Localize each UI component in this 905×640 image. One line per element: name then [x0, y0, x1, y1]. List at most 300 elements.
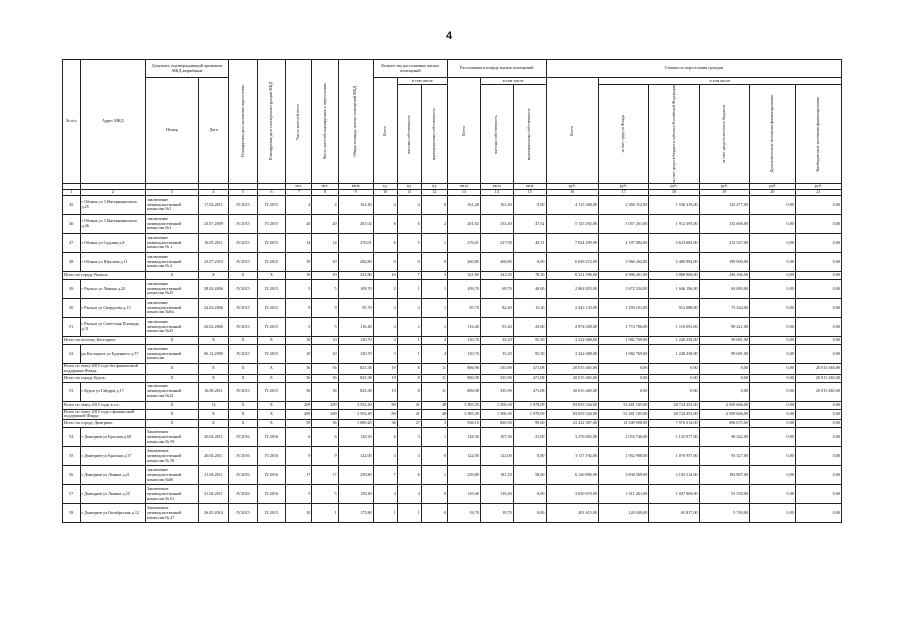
unit-cell: чел. — [286, 183, 312, 189]
subtotal-cell: 78,30 — [513, 271, 546, 279]
subtotal-cell: 246 166,00 — [699, 271, 749, 279]
value-cell: 0,00 — [795, 279, 841, 298]
value-cell: 1 — [421, 428, 447, 447]
subtotal-cell: 820,50 — [480, 420, 513, 428]
subtotal-cell: 3 — [421, 271, 447, 279]
subtotal-cell: X — [229, 401, 257, 409]
subtotal-cell: 14 549 098,00 — [599, 420, 649, 428]
address-cell: г Рыльск ул Ленина д.22 — [80, 279, 146, 298]
value-cell: 17 — [286, 466, 312, 485]
table-row — [63, 233, 842, 252]
row-number-cell: 49 — [63, 279, 81, 298]
value-cell: 48,11 — [513, 233, 546, 252]
doc-number-cell: заключение межведомственной комиссии №34 — [146, 382, 199, 401]
column-number-cell: 21 — [795, 189, 841, 195]
subtotal-cell: X — [146, 409, 199, 420]
column-number-cell: 13 — [448, 189, 481, 195]
subtotal-cell: 56 — [312, 420, 338, 428]
planned-demolition-cell: IV.2015 — [257, 233, 285, 252]
column-number-cell: 8 — [312, 189, 338, 195]
subtotal-cell: X — [257, 420, 285, 428]
value-cell: 0,00 — [749, 485, 795, 504]
doc-number-cell: заключение межведомственной комиссии №60 — [146, 466, 199, 485]
value-cell: 7 — [373, 466, 397, 485]
value-cell: 4 — [373, 195, 397, 214]
value-cell: 1 459 101,00 — [599, 298, 649, 317]
subtotal-cell: X — [198, 336, 229, 344]
unit-cell: ед. — [373, 183, 397, 189]
row-number-cell: 48 — [63, 252, 81, 271]
value-cell: 2 443 133,00 — [546, 298, 599, 317]
value-cell: 2 480 992,00 — [649, 252, 699, 271]
value-cell: 14 — [312, 233, 338, 252]
value-cell: 153,40 — [480, 214, 513, 233]
value-cell: 17 — [312, 466, 338, 485]
subtotal-label: Итого по городу Рыльск: — [63, 271, 146, 279]
subtotal-cell: 335,90 — [480, 374, 513, 382]
subtotal-cell: X — [198, 271, 229, 279]
value-cell: 6 — [373, 428, 397, 447]
subtotal-row — [63, 401, 842, 409]
value-cell: 0,00 — [749, 214, 795, 233]
subtotal-cell: X — [257, 271, 285, 279]
value-cell: 95,50 — [513, 344, 546, 363]
value-cell: 912 688,00 — [649, 298, 699, 317]
value-cell: 65 817,00 — [649, 504, 699, 523]
value-cell: 152 606,00 — [699, 214, 749, 233]
unit-cell: чел. — [312, 183, 338, 189]
value-cell: 0,00 — [795, 466, 841, 485]
subtotal-row — [63, 409, 842, 420]
table-body — [63, 195, 842, 522]
subtotal-cell: 0,00 — [749, 271, 795, 279]
value-cell: 9 — [286, 447, 312, 466]
table-row — [63, 504, 842, 523]
value-cell: 18,70 — [480, 504, 513, 523]
header-count-total: Всего — [373, 78, 397, 184]
value-cell: 1 047 869,00 — [649, 485, 699, 504]
value-cell: 0,00 — [749, 233, 795, 252]
column-number-cell: 9 — [338, 189, 373, 195]
value-cell: 56 — [286, 382, 312, 401]
subtotal-cell: 0,00 — [699, 374, 749, 382]
row-number-cell: 52 — [63, 344, 81, 363]
subtotal-cell: X — [229, 374, 257, 382]
subtotal-cell: 0,00 — [749, 363, 795, 374]
value-cell: 5 — [397, 233, 421, 252]
planned-demolition-cell: IV.2015 — [257, 214, 285, 233]
planned-demolition-cell: IV.2015 — [257, 317, 285, 336]
value-cell: 116,40 — [448, 317, 481, 336]
planned-demolition-cell: IV.2016 — [257, 466, 285, 485]
subtotal-cell: 3 592,49 — [338, 409, 373, 420]
value-cell: 471,08 — [513, 382, 546, 401]
column-number-cell: 10 — [373, 189, 397, 195]
subtotal-cell: 471,08 — [513, 363, 546, 374]
address-cell: г Рыльск ул Свердлова д.15 — [80, 298, 146, 317]
subtotal-cell: 3 — [373, 336, 397, 344]
header-planned-demolition: Планируемая дата сноса/реконструкции МКД — [257, 60, 285, 184]
value-cell: 0,00 — [749, 298, 795, 317]
subtotal-cell: 471,08 — [513, 374, 546, 382]
table-row — [63, 382, 842, 401]
column-number-cell: 1 — [63, 189, 81, 195]
subtotal-cell: 1 — [397, 336, 421, 344]
value-cell: 0,00 — [749, 279, 795, 298]
header-document: Документ, подтверждающий признание МКД аварийным — [146, 60, 229, 78]
unit-cell: кв.м — [338, 183, 373, 189]
subtotal-cell: 8 — [397, 374, 421, 382]
value-cell: 21,00 — [513, 428, 546, 447]
subtotal-cell: X — [146, 336, 199, 344]
header-cost-fund: за счет средств Фонда — [599, 85, 649, 184]
value-cell: 161,40 — [448, 195, 481, 214]
header-count-incl: в том числе — [397, 78, 447, 85]
table-row — [63, 279, 842, 298]
column-number-cell: 12 — [421, 189, 447, 195]
subtotal-cell: 0,00 — [749, 409, 795, 420]
subtotal-cell: 59 — [286, 420, 312, 428]
planned-date-cell: IV.2015 — [229, 298, 257, 317]
table-row — [63, 214, 842, 233]
subtotal-cell: 3 068 969,00 — [649, 271, 699, 279]
value-cell: 8 — [373, 214, 397, 233]
value-cell: 5 — [286, 279, 312, 298]
value-cell: 2 053 746,00 — [599, 428, 649, 447]
value-cell: 84 083,00 — [699, 279, 749, 298]
subtotal-cell: 825,38 — [338, 363, 373, 374]
unit-cell: руб — [749, 183, 795, 189]
value-cell: 128,30 — [448, 428, 481, 447]
value-cell: 98 342,00 — [699, 428, 749, 447]
doc-number-cell: заключение межведомственной комиссии №1 — [146, 214, 199, 233]
doc-number-cell: заключение межведомственной комиссии №1 — [146, 195, 199, 214]
subtotal-cell: 52 481 185,00 — [599, 409, 649, 420]
value-cell: 10 — [312, 344, 338, 363]
subtotal-cell: 20 015 465,00 — [795, 374, 841, 382]
subtotal-cell: 48 — [421, 409, 447, 420]
address-cell: г Рыльск ул Советская Площадь д.31 — [80, 317, 146, 336]
value-cell: 123 477,00 — [699, 195, 749, 214]
value-cell: 1 536 319,00 — [649, 195, 699, 214]
address-cell: г Обоянь ул 3 Интернационала д.25 — [80, 195, 146, 214]
column-number-cell: 4 — [198, 189, 229, 195]
subtotal-cell: X — [146, 401, 199, 409]
value-cell: 122,00 — [448, 447, 481, 466]
planned-date-cell: IV.2015 — [229, 252, 257, 271]
value-cell: 1 911 261,00 — [599, 485, 649, 504]
subtotal-cell: 20 015 465,00 — [546, 363, 599, 374]
row-number-cell: 55 — [63, 447, 81, 466]
subtotal-cell: 2 509 666,00 — [699, 409, 749, 420]
value-cell: 9 — [312, 298, 338, 317]
header-cost-total: Всего — [546, 78, 599, 184]
value-cell: 6 — [373, 233, 397, 252]
value-cell: 3 966 262,00 — [599, 252, 649, 271]
header-count-private: частная собственность — [397, 85, 421, 184]
value-cell: 5 — [312, 485, 338, 504]
subtotal-cell: 825,38 — [338, 374, 373, 382]
subtotal-cell: X — [146, 420, 199, 428]
value-cell: 56 — [312, 382, 338, 401]
subtotal-cell: 335,90 — [480, 363, 513, 374]
address-cell: г Обоянь ул Шкулева д.11 — [80, 252, 146, 271]
value-cell: 161,40 — [480, 195, 513, 214]
value-cell: 0,00 — [749, 317, 795, 336]
subtotal-cell: 56 — [312, 374, 338, 382]
column-number-cell: 19 — [699, 189, 749, 195]
subtotal-row — [63, 420, 842, 428]
table-row — [63, 344, 842, 363]
value-cell: 0,00 — [749, 504, 795, 523]
value-cell: 213 527,00 — [699, 233, 749, 252]
column-number-cell: 6 — [257, 189, 285, 195]
subtotal-cell: 2 509 666,00 — [699, 401, 749, 409]
header-total-area: Общая площадь жилых помещений МКД — [338, 60, 373, 184]
subtotal-cell: X — [229, 336, 257, 344]
subtotal-cell: 52 481 185,00 — [599, 401, 649, 409]
subtotal-cell: 89 — [373, 401, 397, 409]
value-cell: 3 838 569,00 — [599, 466, 649, 485]
header-doc-date: Дата — [198, 78, 229, 184]
subtotal-cell: 0,00 — [795, 271, 841, 279]
value-cell: 5 — [286, 485, 312, 504]
row-number-cell: 47 — [63, 233, 81, 252]
subtotal-cell: 321,80 — [338, 271, 373, 279]
value-cell: 276,01 — [338, 233, 373, 252]
value-cell: 0,00 — [749, 428, 795, 447]
row-number-cell: 58 — [63, 504, 81, 523]
value-cell: 806,98 — [448, 382, 481, 401]
subtotal-cell: 0,00 — [749, 420, 795, 428]
subtotal-cell: 10 — [286, 336, 312, 344]
row-number-cell: 56 — [63, 466, 81, 485]
doc-number-cell: заключение межведомственной комиссии №25 — [146, 317, 199, 336]
value-cell: 1 952 908,00 — [599, 447, 649, 466]
value-cell: 58,60 — [513, 466, 546, 485]
value-cell: 116,40 — [338, 317, 373, 336]
value-cell: 1 — [421, 466, 447, 485]
value-cell: 1 — [373, 504, 397, 523]
value-cell: 0 — [421, 485, 447, 504]
subtotal-cell: 321,80 — [448, 271, 481, 279]
value-cell: 14 — [286, 233, 312, 252]
value-cell: 9 — [286, 298, 312, 317]
subtotal-cell: 10 — [312, 336, 338, 344]
subtotal-cell: 19 — [286, 271, 312, 279]
value-cell: 0,00 — [513, 504, 546, 523]
value-cell: 0,00 — [795, 485, 841, 504]
relocation-register-table — [62, 59, 842, 523]
value-cell: 6 649 272,00 — [546, 252, 599, 271]
subtotal-cell: 1 979,09 — [513, 401, 546, 409]
value-cell: 6 — [397, 214, 421, 233]
value-cell: 4 — [373, 447, 397, 466]
value-cell: 5 125 292,00 — [546, 214, 599, 233]
row-number-cell: 45 — [63, 195, 81, 214]
address-cell: г Обоянь ул 3 Интернационала д.46 — [80, 214, 146, 233]
value-cell: 1 046 196,00 — [649, 279, 699, 298]
subtotal-cell: 130,70 — [448, 336, 481, 344]
header-planned-date: Планируемая дата окончания переселения — [229, 60, 257, 184]
subtotal-cell: 1 240 238,00 — [649, 336, 699, 344]
doc-number-cell: Заключение межведомственной комиссии № 59 — [146, 428, 199, 447]
value-cell: 260,80 — [338, 252, 373, 271]
value-cell: 2 456 112,00 — [599, 195, 649, 214]
subtotal-cell: X — [257, 409, 285, 420]
value-cell: 1 125 977,00 — [649, 428, 699, 447]
value-cell: 129,40 — [338, 485, 373, 504]
header-area-incl: в том числе — [480, 78, 546, 85]
value-cell: 239,80 — [448, 466, 481, 485]
subtotal-cell: X — [229, 420, 257, 428]
value-cell: 3 322 688,00 — [546, 344, 599, 363]
header-no: № п/п — [63, 60, 81, 184]
subtotal-cell: 1 089,20 — [338, 420, 373, 428]
value-cell: 5 — [286, 317, 312, 336]
subtotal-cell: 0,00 — [649, 363, 699, 374]
subtotal-label: Итого по городу Дмитриев: — [63, 420, 146, 428]
subtotal-cell: 209 — [312, 409, 338, 420]
value-cell: 11 — [421, 382, 447, 401]
value-cell: 0,00 — [795, 428, 841, 447]
value-cell: 1 — [421, 233, 447, 252]
doc-date-cell: 28.02.2006 — [198, 279, 229, 298]
subtotal-cell: 7 976 614,00 — [649, 420, 699, 428]
value-cell: 1 — [421, 298, 447, 317]
subtotal-cell: X — [257, 336, 285, 344]
row-number-cell: 53 — [63, 382, 81, 401]
planned-date-cell: IV.2015 — [229, 279, 257, 298]
subtotal-label: Всего по этапу 2015 года без финансовой поддержки Фонда: — [63, 363, 146, 374]
subtotal-cell: 3 385,39 — [448, 409, 481, 420]
value-cell: 107,30 — [480, 428, 513, 447]
subtotal-label: Всего по этапу 2015 года с финансовой поддержкой Фонда: — [63, 409, 146, 420]
subtotal-cell: 19 — [373, 363, 397, 374]
value-cell: 0,00 — [795, 298, 841, 317]
value-cell: 6 — [286, 428, 312, 447]
table-row — [63, 447, 842, 466]
subtotal-cell: 7 — [397, 271, 421, 279]
value-cell: 82,40 — [480, 298, 513, 317]
value-cell: 7 024 299,00 — [546, 233, 599, 252]
header-address: Адрес МКД — [80, 60, 146, 184]
subtotal-cell: X — [229, 271, 257, 279]
value-cell: 95,70 — [448, 298, 481, 317]
header-area-municipal: муниципальная собственность — [513, 85, 546, 184]
subtotal-cell: 3 385,39 — [448, 401, 481, 409]
value-cell: 19 — [286, 252, 312, 271]
unit-cell: кв.м — [448, 183, 481, 189]
subtotal-cell: 36 — [373, 420, 397, 428]
unit-cell: ед. — [397, 183, 421, 189]
value-cell: 9 — [312, 447, 338, 466]
subtotal-cell: 0,00 — [795, 401, 841, 409]
value-cell: 4 — [312, 195, 338, 214]
column-number-cell: 2 — [80, 189, 146, 195]
value-cell: 0,00 — [795, 214, 841, 233]
subtotal-cell: 209 — [286, 409, 312, 420]
value-cell: 0 — [421, 504, 447, 523]
value-cell: 20 — [312, 214, 338, 233]
value-cell: 9 — [397, 252, 421, 271]
value-cell: 1 982 769,00 — [599, 344, 649, 363]
subtotal-cell: 3 — [421, 420, 447, 428]
table-row — [63, 298, 842, 317]
value-cell: 69,70 — [480, 279, 513, 298]
table-header — [63, 60, 842, 196]
value-cell: 2 862 835,00 — [546, 279, 599, 298]
value-cell: 4 — [286, 195, 312, 214]
subtotal-cell: 0,00 — [599, 363, 649, 374]
table-row — [63, 195, 842, 214]
subtotal-cell: 130,70 — [338, 336, 373, 344]
value-cell: 3 — [373, 317, 397, 336]
row-number-cell: 54 — [63, 428, 81, 447]
value-cell: 0,00 — [599, 382, 649, 401]
value-cell: 0,00 — [749, 382, 795, 401]
doc-number-cell: заключение межведомственной комиссии №25 — [146, 279, 199, 298]
value-cell: 19 — [312, 252, 338, 271]
value-cell: 95,70 — [338, 298, 373, 317]
subtotal-cell: 696 675,00 — [699, 420, 749, 428]
value-cell: 0 — [421, 252, 447, 271]
value-cell: 2 623 683,00 — [649, 233, 699, 252]
subtotal-cell: 28 724 453,00 — [649, 409, 699, 420]
value-cell: 2 — [397, 317, 421, 336]
unit-cell: руб. — [546, 183, 599, 189]
value-cell: 109,70 — [448, 279, 481, 298]
table-row — [63, 252, 842, 271]
subtotal-cell: 0,00 — [749, 374, 795, 382]
subtotal-cell: 8 — [397, 363, 421, 374]
subtotal-cell: 20 015 465,00 — [795, 363, 841, 374]
subtotal-cell: X — [229, 363, 257, 374]
planned-date-cell: IV.2015 — [229, 233, 257, 252]
planned-demolition-cell: IV.2015 — [257, 504, 285, 523]
value-cell: 13,30 — [513, 298, 546, 317]
doc-date-cell: 20.04.2011 — [198, 428, 229, 447]
address-cell: г Дмитриев ул Красная д.37 — [80, 447, 146, 466]
value-cell: 19 — [373, 382, 397, 401]
planned-date-cell: IV.2015 — [229, 382, 257, 401]
value-cell: 3 276 065,00 — [546, 428, 599, 447]
subtotal-cell: 28 724 453,00 — [649, 401, 699, 409]
column-number-cell: 7 — [286, 189, 312, 195]
subtotal-cell: X — [198, 420, 229, 428]
value-cell: 260,80 — [448, 252, 481, 271]
value-cell: 239,80 — [338, 466, 373, 485]
doc-date-cell: 23.07.2009 — [198, 214, 229, 233]
subtotal-cell: 806,98 — [448, 374, 481, 382]
header-cost-incl: в том числе — [599, 78, 842, 85]
row-number-cell: 50 — [63, 298, 81, 317]
value-cell: 1 912 395,00 — [649, 214, 699, 233]
subtotal-cell: 0,00 — [795, 336, 841, 344]
value-cell: 335,90 — [480, 382, 513, 401]
column-number-cell: 14 — [480, 189, 513, 195]
planned-date-cell: IV.2015 — [229, 195, 257, 214]
column-number-cell: 16 — [546, 189, 599, 195]
subtotal-cell: 41 — [397, 401, 421, 409]
column-number-cell: 17 — [599, 189, 649, 195]
doc-date-cell: 23.07.2010 — [198, 252, 229, 271]
planned-demolition-cell: IV.2015 — [257, 298, 285, 317]
subtotal-label: Итого по городу Курск: — [63, 374, 146, 382]
value-cell: 0,00 — [749, 344, 795, 363]
subtotal-cell: 99 681,00 — [699, 336, 749, 344]
value-cell: 2 — [421, 214, 447, 233]
